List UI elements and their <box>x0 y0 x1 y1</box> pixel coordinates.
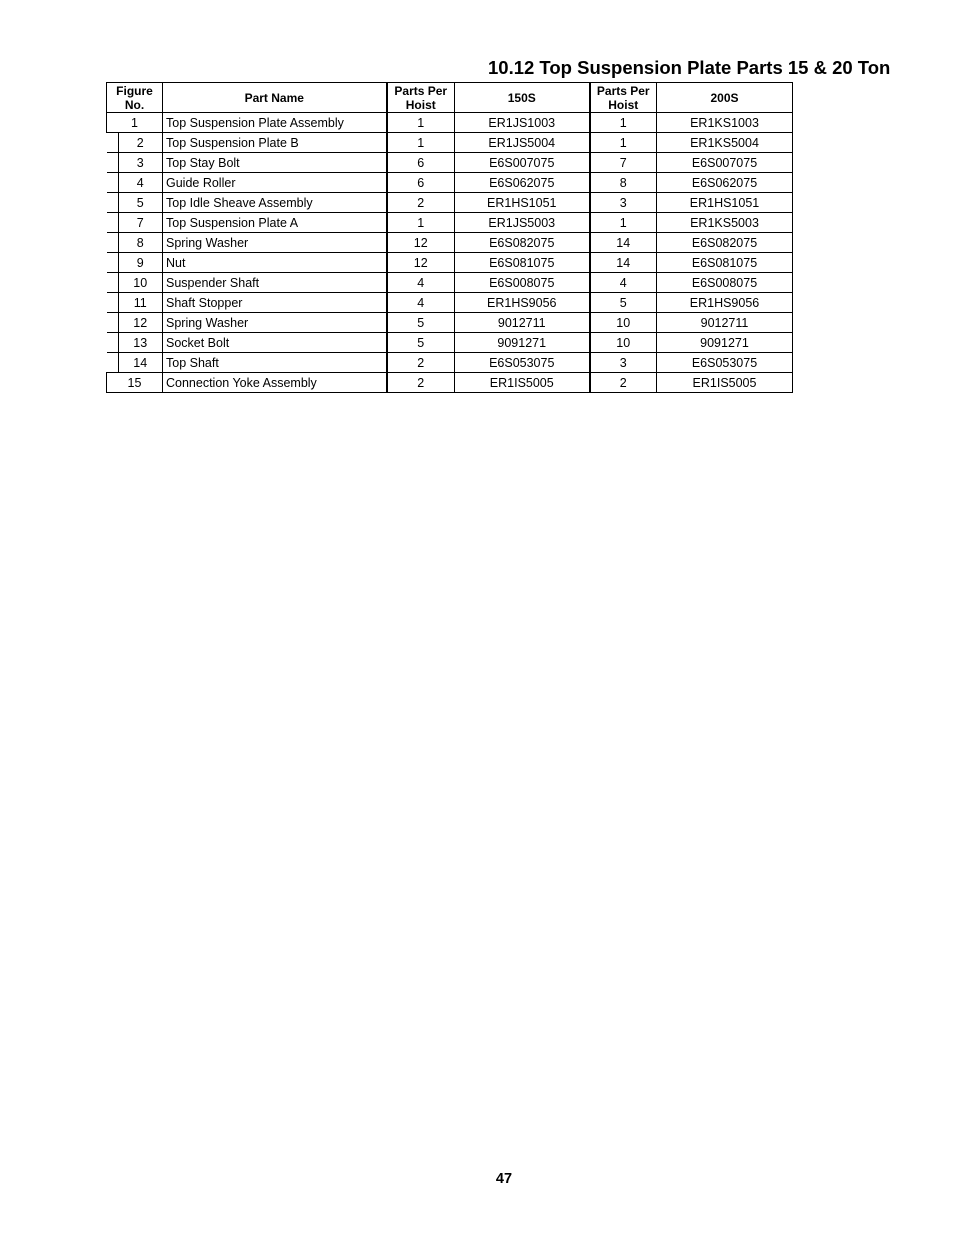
part-number-200s-cell: E6S053075 <box>657 353 793 373</box>
part-name-cell: Top Idle Sheave Assembly <box>163 193 387 213</box>
part-number-150s-cell: 9012711 <box>455 313 590 333</box>
header-parts-per-hoist-200s <box>590 83 657 113</box>
table-row <box>107 373 793 393</box>
figure-no-cell <box>107 353 163 373</box>
table-row <box>107 333 793 353</box>
qty-200s-cell: 2 <box>590 373 657 393</box>
header-ppb-line2: Hoist <box>405 97 436 112</box>
qty-150s-cell: 4 <box>387 293 455 313</box>
part-number-150s-cell: E6S053075 <box>455 353 590 373</box>
part-number-150s-cell: ER1JS5004 <box>455 133 590 153</box>
qty-150s-cell: 2 <box>387 193 455 213</box>
table-body <box>107 113 793 393</box>
part-number-200s-cell: ER1IS5005 <box>657 373 793 393</box>
part-number-200s-cell: E6S081075 <box>657 253 793 273</box>
parts-table <box>106 82 793 393</box>
table-row <box>107 353 793 373</box>
qty-150s-cell: 6 <box>387 153 455 173</box>
figure-no-cell <box>107 273 163 293</box>
part-name-cell: Top Suspension Plate Assembly <box>163 113 387 133</box>
figure-no-cell <box>107 313 163 333</box>
part-number-150s-cell: E6S081075 <box>455 253 590 273</box>
qty-200s-cell: 1 <box>590 113 657 133</box>
figure-no-text: 5 <box>136 195 144 210</box>
qty-150s-cell: 4 <box>387 273 455 293</box>
figure-no-text: 10 <box>133 275 148 290</box>
part-number-200s-cell: E6S062075 <box>657 173 793 193</box>
header-figure-line2: No. <box>124 97 145 112</box>
part-number-200s-cell: ER1HS1051 <box>657 193 793 213</box>
figure-no-text: 11 <box>133 295 147 310</box>
qty-150s-cell: 2 <box>387 353 455 373</box>
figure-no-text: 9 <box>136 255 144 270</box>
header-part-name: Part Name <box>163 83 387 113</box>
qty-150s-cell: 2 <box>387 373 455 393</box>
qty-150s-cell: 12 <box>387 233 455 253</box>
table-row <box>107 113 793 133</box>
header-figure-line1: Figure <box>116 83 153 98</box>
header-parts-per-hoist-150s <box>387 83 455 113</box>
qty-200s-cell: 3 <box>590 353 657 373</box>
part-name-cell: Top Suspension Plate A <box>163 213 387 233</box>
part-number-200s-cell: E6S082075 <box>657 233 793 253</box>
qty-150s-cell: 1 <box>387 213 455 233</box>
part-number-200s-cell: E6S007075 <box>657 153 793 173</box>
qty-200s-cell: 5 <box>590 293 657 313</box>
table-row <box>107 133 793 153</box>
header-model-200s: 200S <box>657 83 793 113</box>
part-number-150s-cell: E6S007075 <box>455 153 590 173</box>
part-name-cell: Shaft Stopper <box>163 293 387 313</box>
qty-150s-cell: 5 <box>387 313 455 333</box>
part-name-cell: Socket Bolt <box>163 333 387 353</box>
qty-200s-cell: 4 <box>590 273 657 293</box>
qty-200s-cell: 1 <box>590 213 657 233</box>
figure-no-text: 4 <box>136 175 144 190</box>
part-number-150s-cell: ER1HS9056 <box>455 293 590 313</box>
figure-no-text: 12 <box>133 315 148 330</box>
part-name-cell: Connection Yoke Assembly <box>163 373 387 393</box>
figure-no-cell <box>107 133 163 153</box>
part-number-150s-cell: ER1IS5005 <box>455 373 590 393</box>
table-row <box>107 313 793 333</box>
qty-200s-cell: 7 <box>590 153 657 173</box>
figure-no-cell <box>107 333 163 353</box>
qty-200s-cell: 10 <box>590 313 657 333</box>
header-ppc-line2: Hoist <box>608 97 639 112</box>
header-figure-no <box>107 83 163 113</box>
figure-no-cell <box>107 213 163 233</box>
figure-no-cell <box>107 253 163 273</box>
qty-150s-cell: 6 <box>387 173 455 193</box>
qty-150s-cell: 1 <box>387 133 455 153</box>
table-row <box>107 293 793 313</box>
section-title: 10.12 Top Suspension Plate Parts 15 & 20 Ton <box>488 57 891 78</box>
qty-200s-cell: 14 <box>590 233 657 253</box>
part-name-cell: Guide Roller <box>163 173 387 193</box>
figure-no-cell: 15 <box>107 373 163 393</box>
part-number-150s-cell: E6S008075 <box>455 273 590 293</box>
qty-150s-cell: 5 <box>387 333 455 353</box>
qty-200s-cell: 10 <box>590 333 657 353</box>
table-row <box>107 153 793 173</box>
part-number-150s-cell: E6S082075 <box>455 233 590 253</box>
qty-200s-cell: 14 <box>590 253 657 273</box>
part-number-200s-cell: E6S008075 <box>657 273 793 293</box>
figure-no-cell <box>107 293 163 313</box>
figure-no-text: 8 <box>136 235 144 250</box>
part-number-200s-cell: ER1KS1003 <box>657 113 793 133</box>
table-row <box>107 233 793 253</box>
part-number-200s-cell: 9091271 <box>657 333 793 353</box>
table-row <box>107 213 793 233</box>
figure-no-cell <box>107 173 163 193</box>
part-name-cell: Top Shaft <box>163 353 387 373</box>
part-name-cell: Suspender Shaft <box>163 273 387 293</box>
part-name-cell: Top Suspension Plate B <box>163 133 387 153</box>
part-number-150s-cell: E6S062075 <box>455 173 590 193</box>
part-name-cell: Top Stay Bolt <box>163 153 387 173</box>
figure-no-text: 14 <box>133 355 148 370</box>
figure-no-cell <box>107 193 163 213</box>
part-number-200s-cell: ER1KS5003 <box>657 213 793 233</box>
qty-200s-cell: 8 <box>590 173 657 193</box>
qty-200s-cell: 3 <box>590 193 657 213</box>
part-name-cell: Nut <box>163 253 387 273</box>
table-row <box>107 173 793 193</box>
table-row <box>107 253 793 273</box>
qty-150s-cell: 1 <box>387 113 455 133</box>
page-number: 47 <box>495 1171 513 1187</box>
part-number-200s-cell: 9012711 <box>657 313 793 333</box>
part-number-150s-cell: 9091271 <box>455 333 590 353</box>
part-number-150s-cell: ER1JS1003 <box>455 113 590 133</box>
part-name-cell: Spring Washer <box>163 313 387 333</box>
figure-no-cell <box>107 153 163 173</box>
qty-200s-cell: 1 <box>590 133 657 153</box>
figure-no-cell <box>107 233 163 253</box>
header-ppb-line1: Parts Per <box>394 83 448 98</box>
part-number-150s-cell: ER1HS1051 <box>455 193 590 213</box>
qty-150s-cell: 12 <box>387 253 455 273</box>
figure-no-text: 3 <box>136 155 144 170</box>
header-model-150s: 150S <box>455 83 590 113</box>
table-header <box>107 83 793 113</box>
figure-no-cell: 1 <box>107 113 163 133</box>
part-number-200s-cell: ER1HS9056 <box>657 293 793 313</box>
figure-no-text: 13 <box>133 335 148 350</box>
figure-no-text: 2 <box>136 135 144 150</box>
figure-no-text: 7 <box>136 215 144 230</box>
table-row <box>107 273 793 293</box>
part-name-cell: Spring Washer <box>163 233 387 253</box>
part-number-200s-cell: ER1KS5004 <box>657 133 793 153</box>
header-ppc-line1: Parts Per <box>596 83 650 98</box>
table-row <box>107 193 793 213</box>
part-number-150s-cell: ER1JS5003 <box>455 213 590 233</box>
